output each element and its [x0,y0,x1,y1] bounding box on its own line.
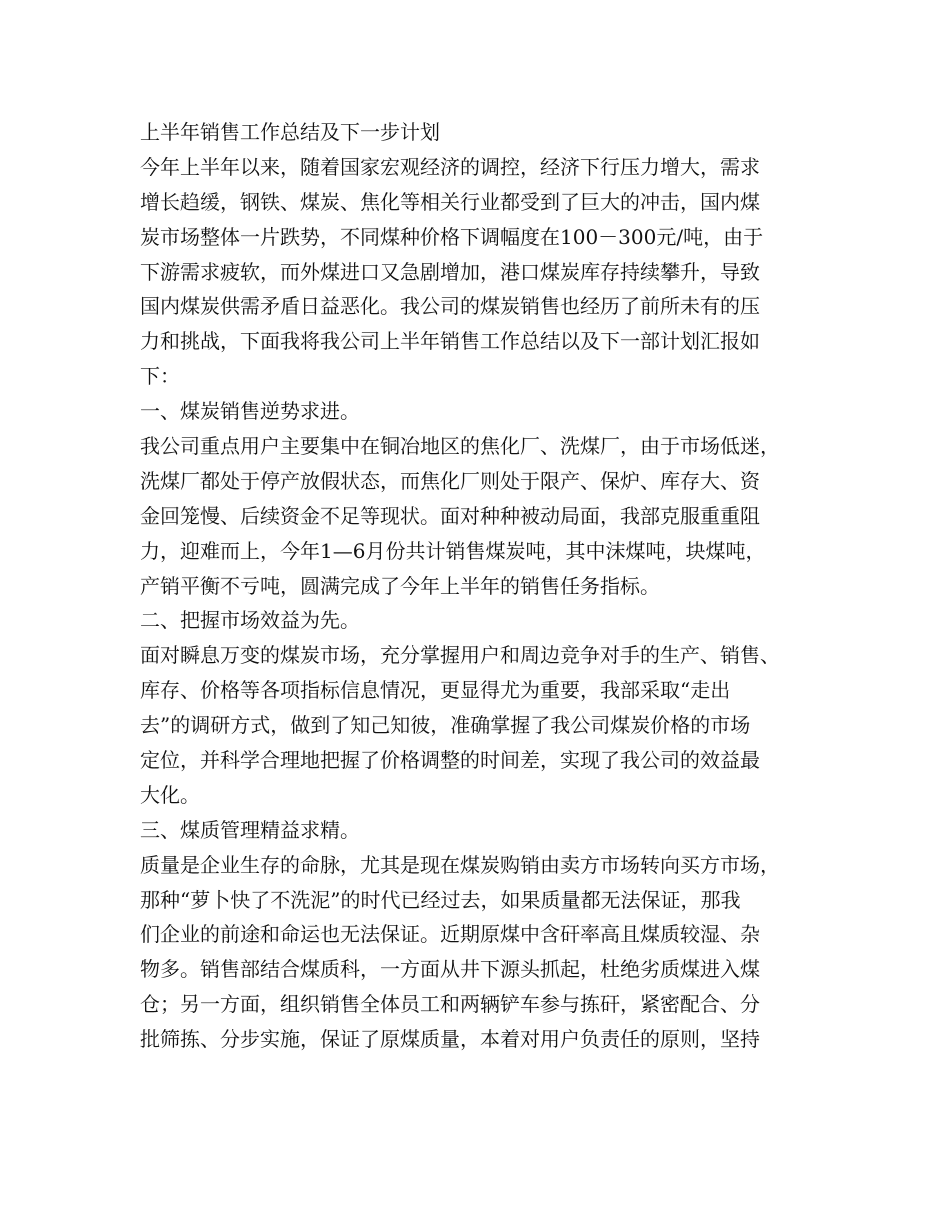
text-line: 金回笼慢、后续资金不足等现状。面对种种被动局面，我部克服重重阻 [140,503,760,528]
text-line: 力和挑战，下面我将我公司上半年销售工作总结以及下一部计划汇报如 [140,329,760,354]
text-line: 仓；另一方面，组织销售全体员工和两辆铲车参与拣矸，紧密配合、分 [140,992,760,1017]
text-line: 们企业的前途和命运也无法保证。近期原煤中含矸率高且煤质较湿、杂 [140,922,760,947]
text-line: 下游需求疲软，而外煤进口又急剧增加，港口煤炭库存持续攀升，导致 [140,259,760,284]
section-heading: 一、煤炭销售逆势求进。 [140,399,360,424]
text-line: 大化。 [140,782,200,807]
text-line: 物多。销售部结合煤质科，一方面从井下源头抓起，杜绝劣质煤进入煤 [140,957,760,982]
section-heading: 三、煤质管理精益求精。 [140,817,360,842]
text-line: 炭市场整体一片跌势，不同煤种价格下调幅度在100－300元/吨，由于 [140,224,764,249]
text-line: 国内煤炭供需矛盾日益恶化。我公司的煤炭销售也经历了前所未有的压 [140,294,760,319]
document-body [140,115,830,1057]
text-line: 今年上半年以来，随着国家宏观经济的调控，经济下行压力增大，需求 [140,154,760,179]
text-line: 面对瞬息万变的煤炭市场，充分掌握用户和周边竞争对手的生产、销售、 [140,643,780,668]
text-line: 下： [140,364,180,389]
section-heading: 二、把握市场效益为先。 [140,608,360,633]
text-line: 去”的调研方式，做到了知己知彼，准确掌握了我公司煤炭价格的市场 [140,713,751,738]
text-line: 质量是企业生存的命脉，尤其是现在煤炭购销由卖方市场转向买方市场， [140,852,780,877]
text-line: 力，迎难而上，今年1—6月份共计销售煤炭吨，其中沫煤吨，块煤吨， [140,538,766,563]
text-line: 增长趋缓，钢铁、煤炭、焦化等相关行业都受到了巨大的冲击，国内煤 [140,189,760,214]
text-line: 那种“萝卜快了不洗泥”的时代已经过去，如果质量都无法保证，那我 [140,887,741,912]
text-line: 定位，并科学合理地把握了价格调整的时间差，实现了我公司的效益最 [140,748,760,773]
text-line: 库存、价格等各项指标信息情况，更显得尤为重要，我部采取“走出 [140,678,731,703]
text-line: 洗煤厂都处于停产放假状态，而焦化厂则处于限产、保炉、库存大、资 [140,468,760,493]
text-line: 我公司重点用户主要集中在铜冶地区的焦化厂、洗煤厂，由于市场低迷， [140,434,780,459]
text-line: 产销平衡不亏吨，圆满完成了今年上半年的销售任务指标。 [140,573,660,598]
text-line: 批筛拣、分步实施，保证了原煤质量，本着对用户负责任的原则，坚持 [140,1027,760,1052]
document-title: 上半年销售工作总结及下一步计划 [140,120,440,144]
